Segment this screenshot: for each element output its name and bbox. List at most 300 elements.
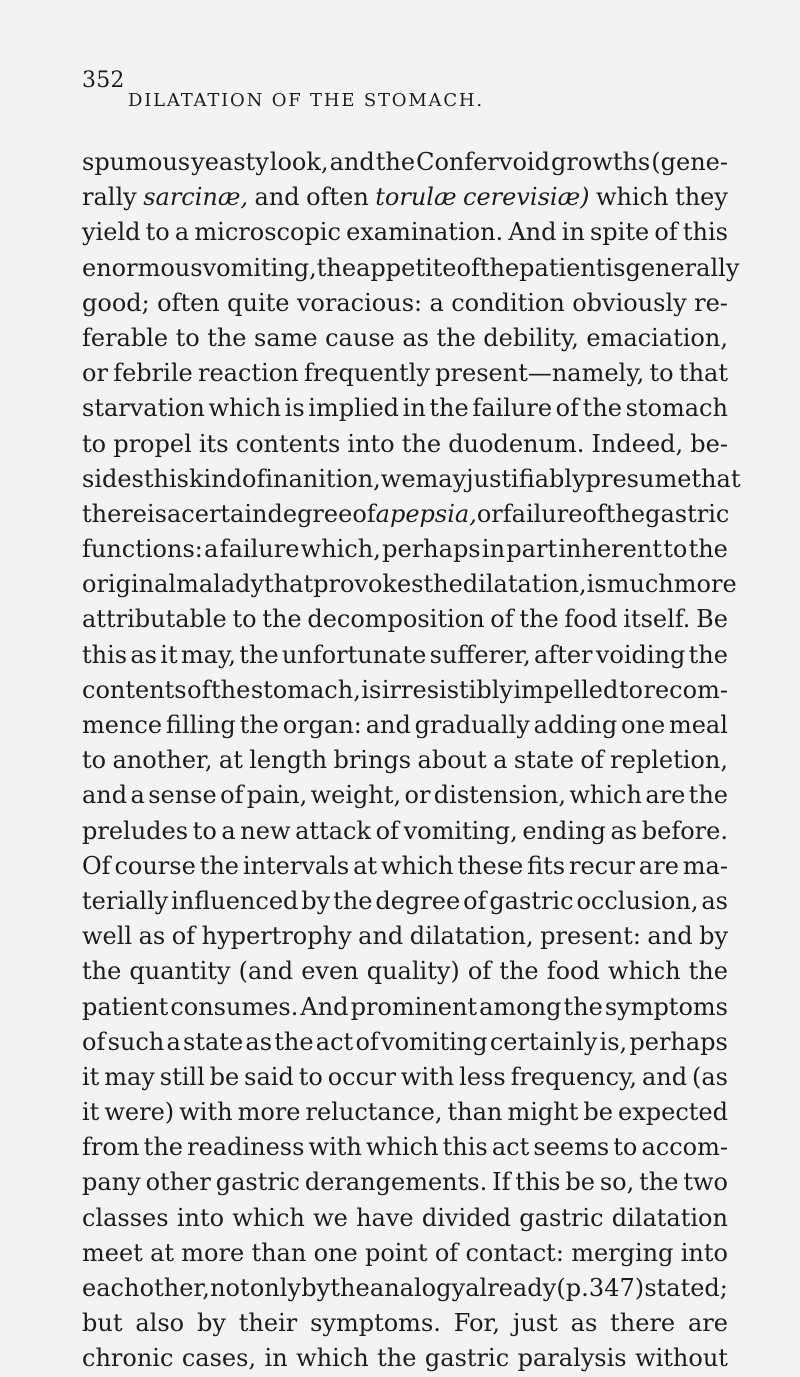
word: by <box>301 1274 331 1302</box>
word: original <box>82 570 177 599</box>
word: voracious: <box>296 288 423 317</box>
word: itself. <box>623 605 691 634</box>
word: vomiting <box>381 1027 488 1056</box>
word: which <box>208 394 282 423</box>
text-line <box>82 1060 728 1095</box>
word: the <box>519 605 559 634</box>
word: stated; <box>644 1274 728 1302</box>
word: as <box>701 886 728 915</box>
word: more <box>237 1098 301 1127</box>
word: kind <box>188 464 243 493</box>
word: we <box>380 464 416 493</box>
word: by <box>196 1309 226 1338</box>
text-line <box>82 1236 728 1271</box>
word: gradually <box>414 711 530 739</box>
word: as <box>402 323 429 352</box>
word: meal <box>668 711 728 739</box>
word: Be <box>696 605 728 634</box>
word: implied <box>308 394 400 423</box>
word: to <box>192 816 217 845</box>
word: If <box>492 1168 511 1197</box>
word: pain, <box>246 781 308 810</box>
word: the <box>330 1274 370 1302</box>
word: the <box>316 253 357 282</box>
word: propel <box>113 429 192 458</box>
text-line <box>82 778 728 813</box>
word: each <box>82 1274 140 1302</box>
word: gastric <box>645 499 730 528</box>
word: the <box>199 851 239 880</box>
word: occlusion, <box>576 886 699 915</box>
word: examination. <box>346 218 504 247</box>
word: failure <box>219 535 300 564</box>
word: readiness <box>187 1133 305 1162</box>
word: the <box>143 1133 183 1162</box>
word: a <box>174 218 190 247</box>
text-line <box>82 356 728 391</box>
word: paralysis <box>517 1344 627 1373</box>
word: without <box>635 1344 728 1373</box>
word: patient <box>82 992 169 1021</box>
word: part <box>506 535 558 564</box>
word: are <box>638 851 679 880</box>
word: of <box>456 253 480 282</box>
word: contents <box>82 675 187 704</box>
word: provokes <box>313 570 424 599</box>
word: generally <box>625 253 740 282</box>
word: is, <box>599 1027 628 1056</box>
word: the <box>262 605 302 634</box>
word: dilatation, <box>409 922 534 951</box>
word: consumes. <box>170 992 299 1021</box>
word: may <box>104 1062 155 1091</box>
word: or <box>82 359 108 388</box>
word: that <box>678 359 728 388</box>
word: is <box>586 570 607 599</box>
word: be <box>209 1062 240 1091</box>
word: stomach, <box>250 675 361 704</box>
word: act <box>491 1133 530 1162</box>
word: influenced <box>171 886 299 915</box>
word: (gene- <box>651 148 728 176</box>
word: other, <box>139 1274 210 1302</box>
word: cases, <box>181 1344 257 1373</box>
word: analogy <box>369 1274 466 1302</box>
word: their <box>238 1309 298 1338</box>
word: in <box>481 535 506 564</box>
word: one <box>313 1238 358 1267</box>
word: and <box>358 922 404 951</box>
word: be <box>583 1098 613 1127</box>
word: chronic <box>82 1344 174 1373</box>
word: before. <box>641 816 728 845</box>
word: to <box>232 605 257 634</box>
word: justifiably <box>466 464 586 493</box>
word: in <box>561 218 585 247</box>
word: symptoms. <box>310 1309 441 1338</box>
word: which <box>569 781 642 810</box>
word: at <box>150 1238 175 1267</box>
word: seems <box>533 1133 610 1162</box>
word: there <box>82 499 147 528</box>
word: of <box>555 394 579 423</box>
running-head: DILATATION OF THE STOMACH. <box>128 90 484 111</box>
word: Confervoid <box>416 148 550 176</box>
word: that <box>264 570 314 599</box>
word: fits <box>527 851 566 880</box>
word: even <box>301 957 359 986</box>
word: or <box>476 499 503 528</box>
word: less <box>459 1062 506 1091</box>
word: torulæ <box>375 183 457 212</box>
word: from <box>82 1133 140 1162</box>
word: yield <box>82 218 141 247</box>
word: in <box>264 1344 288 1373</box>
word: gastric <box>424 1344 510 1373</box>
word: perhaps <box>629 1027 728 1056</box>
word: a <box>493 746 508 775</box>
text-line <box>82 954 728 989</box>
word: they <box>675 183 728 212</box>
word: that <box>691 464 741 493</box>
word: quite <box>227 288 290 317</box>
word: state <box>183 1027 244 1056</box>
text-line <box>82 1025 728 1060</box>
word: a <box>429 288 444 317</box>
word: weight, <box>310 781 402 810</box>
word: a <box>221 816 236 845</box>
word: than <box>447 1098 503 1127</box>
word: degree <box>267 499 353 528</box>
word: as <box>130 640 157 669</box>
word: two <box>683 1168 728 1197</box>
word: the <box>688 957 728 986</box>
word: of <box>375 816 399 845</box>
word: a <box>166 499 182 528</box>
word: about <box>417 746 487 775</box>
word: appetite <box>356 253 457 282</box>
word: is <box>146 499 167 528</box>
word: the <box>333 886 373 915</box>
word: with <box>308 1133 362 1162</box>
word: among <box>479 992 562 1021</box>
word: it <box>82 1062 100 1091</box>
word: frequently <box>303 359 430 388</box>
word: present—namely, <box>435 359 645 388</box>
text-line <box>82 286 728 321</box>
text-line <box>82 391 728 426</box>
word: into <box>347 429 395 458</box>
word: to <box>649 359 674 388</box>
word: apepsia, <box>375 499 477 528</box>
text-line <box>82 427 728 462</box>
word: gastric <box>489 886 574 915</box>
word: Indeed, <box>591 429 684 458</box>
word: the <box>377 1344 417 1373</box>
word: it <box>82 1098 100 1127</box>
word: the <box>688 640 728 669</box>
word: condition <box>451 288 565 317</box>
word: And <box>300 992 349 1021</box>
word: stomach <box>625 394 728 423</box>
word: and <box>329 148 375 176</box>
word: emaciation, <box>586 323 728 352</box>
word: contact: <box>465 1238 564 1267</box>
word: recur <box>568 851 636 880</box>
word: yeasty <box>191 148 269 176</box>
word: new <box>240 816 291 845</box>
word: inanition, <box>265 464 381 493</box>
word: recom- <box>643 675 728 704</box>
word: obviously <box>572 288 687 317</box>
word: of <box>187 675 211 704</box>
body-text <box>82 145 741 1377</box>
word: with <box>400 1062 455 1091</box>
word: decomposition <box>307 605 485 634</box>
word: such <box>107 1027 165 1056</box>
text-line <box>82 990 728 1025</box>
word: and <box>82 781 128 810</box>
word: sense <box>148 781 217 810</box>
word: one <box>621 711 666 739</box>
word: the <box>401 429 442 458</box>
text-line <box>82 743 728 778</box>
word: look, <box>269 148 329 176</box>
word: act <box>315 1027 354 1056</box>
word: not <box>210 1274 250 1302</box>
word: than <box>251 1238 307 1267</box>
word: failure <box>472 394 553 423</box>
word: sides <box>82 464 144 493</box>
word: Of <box>82 851 111 880</box>
word: well <box>82 922 133 951</box>
word: of <box>654 218 678 247</box>
word: often <box>157 288 220 317</box>
word: For, <box>453 1309 501 1338</box>
word: adding <box>533 711 618 739</box>
text-line <box>82 1095 728 1130</box>
word: said <box>244 1062 294 1091</box>
word: after <box>534 640 593 669</box>
word: might <box>507 1098 579 1127</box>
word: prominent <box>350 992 478 1021</box>
word: the <box>563 992 603 1021</box>
word: failure <box>502 499 583 528</box>
word: the <box>82 957 122 986</box>
word: the <box>605 499 646 528</box>
text-line <box>82 1341 728 1376</box>
word: only <box>249 1274 301 1302</box>
word: the <box>499 957 539 986</box>
word: be <box>565 1168 595 1197</box>
word: debility, <box>483 323 579 352</box>
text-line <box>82 1271 728 1306</box>
word: to <box>175 323 200 352</box>
word: are <box>688 1309 728 1338</box>
word: quantity <box>129 957 231 986</box>
text-line <box>82 1130 728 1165</box>
word: accom- <box>641 1133 728 1162</box>
word: quality) <box>366 957 460 986</box>
word: the <box>639 1168 679 1197</box>
word: duodenum. <box>448 429 585 458</box>
word: the <box>429 394 469 423</box>
word: growths <box>550 148 651 176</box>
word: gastric <box>519 1203 604 1232</box>
word: intervals <box>242 851 350 880</box>
word: of <box>582 499 606 528</box>
word: voiding <box>595 640 686 669</box>
word: food <box>546 957 600 986</box>
word: degree <box>375 886 461 915</box>
word: of <box>355 1027 379 1056</box>
word: a <box>130 781 145 810</box>
word: may <box>415 464 467 493</box>
word: brings <box>333 746 412 775</box>
word: and <box>647 922 693 951</box>
word: re- <box>694 288 728 317</box>
word: are <box>645 781 686 810</box>
word: which <box>296 1344 369 1373</box>
word: functions: <box>82 535 203 564</box>
word: ma- <box>682 851 728 880</box>
word: reaction <box>198 359 299 388</box>
word: this <box>442 1133 488 1162</box>
word: vomiting, <box>403 816 518 845</box>
word: by <box>699 922 728 951</box>
word: same <box>254 323 318 352</box>
text-line <box>82 180 728 215</box>
text-line <box>82 462 741 497</box>
word: were) <box>104 1098 175 1127</box>
word: other <box>145 1168 211 1197</box>
word: more <box>181 1238 245 1267</box>
word: spite <box>589 218 650 247</box>
word: the <box>436 323 476 352</box>
word: (and <box>238 957 294 986</box>
word: point <box>364 1238 428 1267</box>
word: pany <box>82 1168 141 1197</box>
word: another, <box>112 746 213 775</box>
text-line <box>82 1201 728 1236</box>
word: to <box>82 746 107 775</box>
word: gastric <box>215 1168 300 1197</box>
word: 347) <box>588 1274 645 1302</box>
word: of <box>352 499 376 528</box>
word: rally <box>82 183 137 212</box>
word: with <box>179 1098 233 1127</box>
word: be- <box>690 429 728 458</box>
text-line <box>82 321 728 356</box>
word: reluctance, <box>305 1098 443 1127</box>
word: by <box>301 886 331 915</box>
word: derangements. <box>304 1168 488 1197</box>
word: terially <box>82 886 169 915</box>
word: is <box>284 394 305 423</box>
word: which <box>232 1203 305 1232</box>
word: at <box>353 851 378 880</box>
word: the <box>582 394 622 423</box>
word: the <box>688 781 728 810</box>
word: this <box>143 464 189 493</box>
word: contents <box>235 429 341 458</box>
word: the <box>423 570 463 599</box>
word: this <box>515 1168 561 1197</box>
text-line <box>82 708 728 743</box>
word: of <box>82 1027 106 1056</box>
word: And <box>508 218 557 247</box>
word: may, <box>180 640 236 669</box>
text-line <box>82 814 728 849</box>
word: also <box>135 1309 185 1338</box>
word: meet <box>82 1238 143 1267</box>
word: to <box>82 429 107 458</box>
word: dilatation <box>611 1203 728 1232</box>
word: the <box>211 675 251 704</box>
word: as <box>138 922 166 951</box>
word: attributable <box>82 605 227 634</box>
word: of <box>463 886 487 915</box>
word: classes <box>82 1203 169 1232</box>
word: this <box>82 640 128 669</box>
word: we <box>313 1203 348 1232</box>
text-line <box>82 1306 728 1341</box>
word: already <box>465 1274 557 1302</box>
word: filling <box>165 711 236 739</box>
word: of <box>580 746 604 775</box>
text-line <box>82 884 728 919</box>
word: vomiting, <box>202 253 317 282</box>
text-line <box>82 919 728 954</box>
word: just <box>512 1309 558 1338</box>
word: these <box>457 851 524 880</box>
word: to <box>613 1133 638 1162</box>
text-line <box>82 567 737 602</box>
word: which, <box>300 535 381 564</box>
word: spumous <box>82 148 191 176</box>
word: repletion, <box>610 746 728 775</box>
word: frequency, <box>510 1062 638 1091</box>
word: state <box>513 746 575 775</box>
text-line <box>82 602 728 637</box>
word: at <box>218 746 243 775</box>
word: it <box>160 640 178 669</box>
text-line <box>82 532 728 567</box>
word: as <box>570 1309 598 1338</box>
word: more <box>673 570 737 599</box>
word: in <box>402 394 426 423</box>
word: inherent <box>558 535 662 564</box>
word: present: <box>540 922 641 951</box>
word: course <box>114 851 196 880</box>
word: impelled <box>513 675 619 704</box>
word: mence <box>82 711 163 739</box>
word: preludes <box>82 816 189 845</box>
page-number: 352 <box>82 68 125 93</box>
word: its <box>198 429 229 458</box>
word: which <box>607 957 681 986</box>
word: organ: <box>282 711 362 739</box>
word: of <box>434 1238 459 1267</box>
word: occur <box>327 1062 396 1091</box>
word: the <box>274 1027 314 1056</box>
word: ferable <box>82 323 169 352</box>
word: or <box>404 781 431 810</box>
word: enormous <box>82 253 203 282</box>
word: the <box>239 711 279 739</box>
word: ending <box>522 816 606 845</box>
word: and <box>365 711 411 739</box>
